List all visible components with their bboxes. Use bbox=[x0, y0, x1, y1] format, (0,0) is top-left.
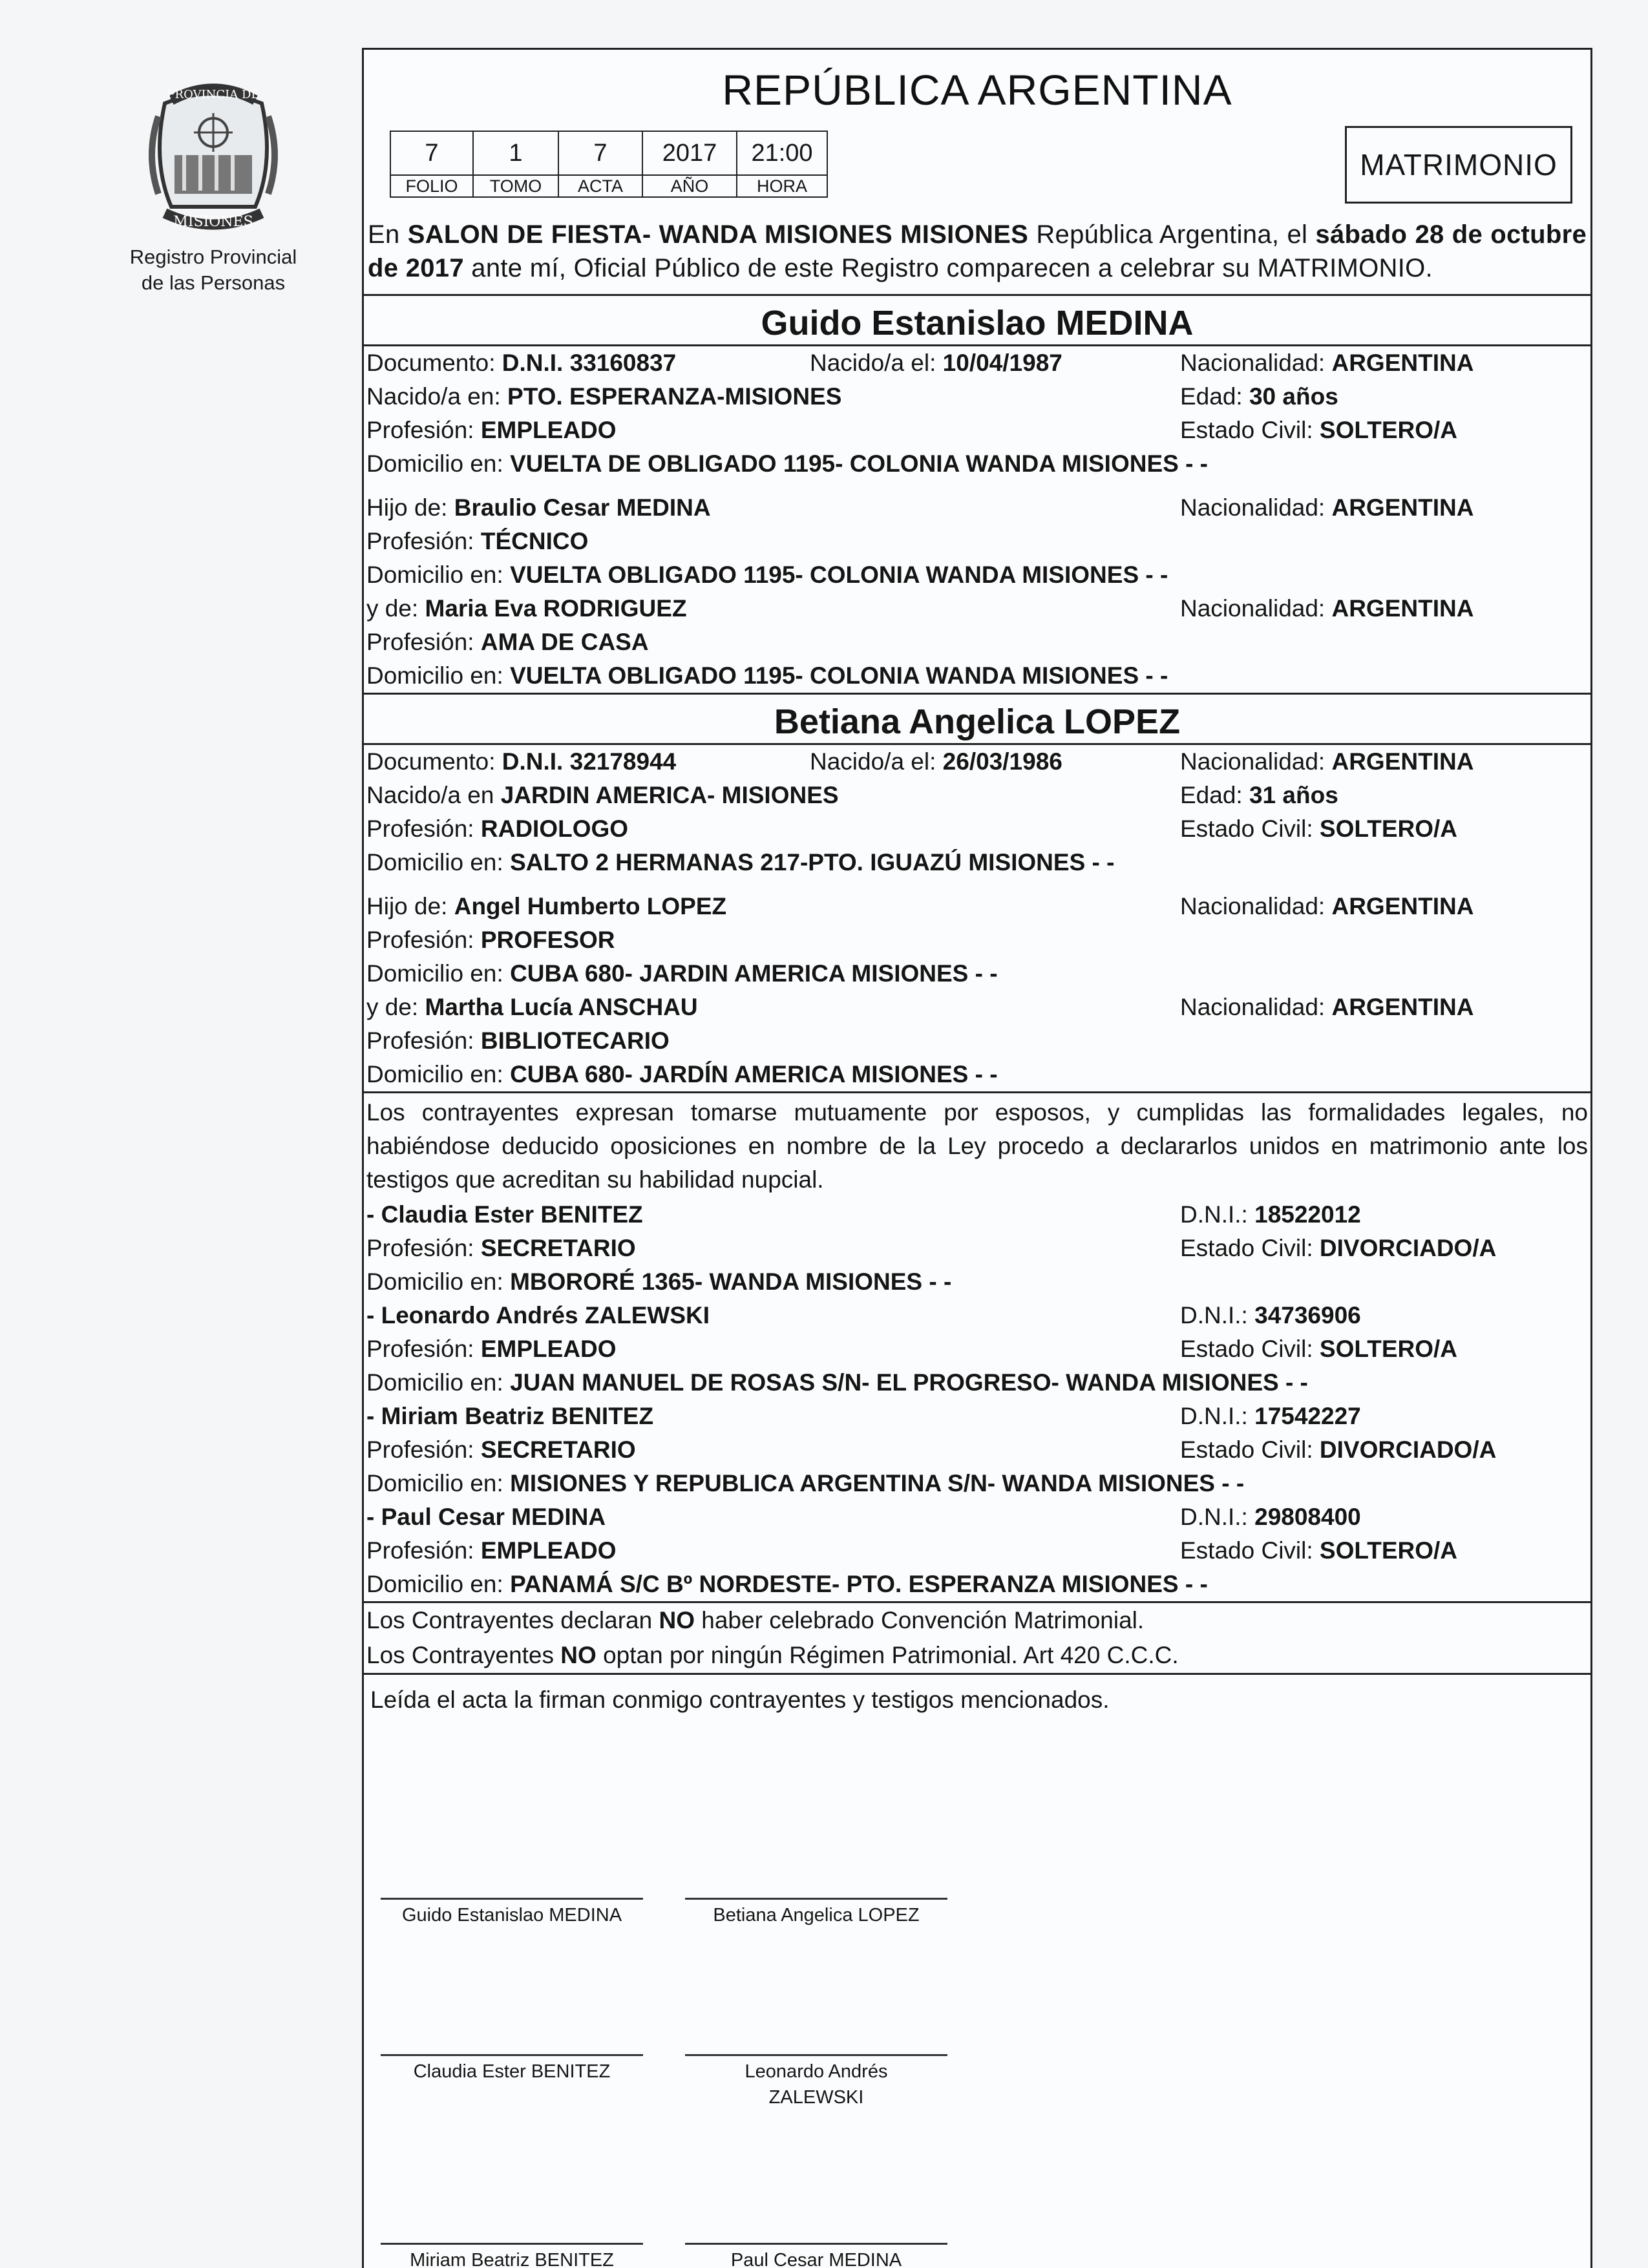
folio-label: FOLIO bbox=[390, 175, 473, 197]
witness-1: - Claudia Ester BENITEZ D.N.I.: 18522012 Profesión: SECRETARIO Estado Civil: DIVORCIADO/A Domicilio en: MBORORÉ 1365- WANDA MISIONES - - bbox=[366, 1201, 1497, 1295]
patrimonial-line: Los Contrayentes NO optan por ningún Régimen Patrimonial. Art 420 C.C.C. bbox=[366, 1642, 1179, 1668]
groom-mother: Maria Eva RODRIGUEZ bbox=[425, 595, 687, 622]
anio-label: AÑO bbox=[642, 175, 737, 197]
bride-father: Angel Humberto LOPEZ bbox=[454, 893, 727, 919]
regime-section bbox=[364, 1601, 1590, 1673]
convention-line: Los Contrayentes declaran NO haber celebrado Convención Matrimonial. bbox=[366, 1607, 1145, 1633]
groom-father: Braulio Cesar MEDINA bbox=[454, 494, 711, 521]
witness-4: - Paul Cesar MEDINA D.N.I.: 29808400 Profesión: EMPLEADO Estado Civil: SOLTERO/A Domicilio en: PANAMÁ S/C Bº NORDESTE- PTO. ESPERANZA MISIONES - - bbox=[366, 1504, 1458, 1597]
signature-bride: Betiana Angelica LOPEZ bbox=[685, 1898, 947, 1928]
bride-birthdate: 26/03/1986 bbox=[942, 748, 1062, 775]
closing-section bbox=[364, 1673, 1590, 1716]
folio-value: 7 bbox=[390, 131, 473, 175]
registry-table bbox=[390, 131, 828, 198]
certificate-header bbox=[364, 50, 1590, 218]
tomo-value: 1 bbox=[473, 131, 558, 175]
signature-groom: Guido Estanislao MEDINA bbox=[381, 1898, 643, 1928]
bride-name: Betiana Angelica LOPEZ bbox=[364, 695, 1590, 745]
acta-value: 7 bbox=[558, 131, 642, 175]
groom-name: Guido Estanislao MEDINA bbox=[364, 296, 1590, 346]
intro-paragraph: En SALON DE FIESTA- WANDA MISIONES MISIONES República Argentina, el sábado 28 de octubre de 2017 ante mí, Oficial Público de este Registro comparecen a celebrar su MATRIMONIO. bbox=[368, 220, 1587, 282]
groom-birthdate: 10/04/1987 bbox=[942, 350, 1062, 376]
seal-text-bottom: MISIONES bbox=[173, 214, 253, 230]
registry-logo bbox=[129, 78, 297, 296]
witness-2: - Leonardo Andrés ZALEWSKI D.N.I.: 34736906 Profesión: EMPLEADO Estado Civil: SOLTERO/A Domicilio en: JUAN MANUEL DE ROSAS S/N- EL PROGRESO- WANDA MISIONES - - bbox=[366, 1302, 1458, 1396]
country-title: REPÚBLICA ARGENTINA bbox=[722, 66, 1232, 114]
hora-value: 21:00 bbox=[737, 131, 827, 175]
groom-dni: D.N.I. 33160837 bbox=[502, 350, 677, 376]
acta-label: ACTA bbox=[558, 175, 642, 197]
witness-3: - Miriam Beatriz BENITEZ D.N.I.: 17542227 Profesión: SECRETARIO Estado Civil: DIVORCIADO/A Domicilio en: MISIONES Y REPUBLICA ARGENTINA S/N- WANDA MISIONES - - bbox=[366, 1403, 1497, 1496]
hora-label: HORA bbox=[737, 175, 827, 197]
anio-value: 2017 bbox=[642, 131, 737, 175]
signature-witness-1: Claudia Ester BENITEZ bbox=[381, 2054, 643, 2084]
groom-section: Guido Estanislao MEDINA Documento: D.N.I. 33160837 Nacido/a el: 10/04/1987 Nacionalidad: ARGENTINA Nacido/a en: PTO. ESPERANZA-MISIONES Edad: 30 años Profesión: EMPLEADO Estado Civil: SOLTERO/A Domicilio en: VUELTA DE OBLIGADO 1195- COLONIA WANDA MISIONES - - Hijo de: Braulio Cesar MEDINA Nacionalidad: ARGENTINA Profesión: TÉCNICO Domicilio en: VUELTA OBLIGADO 1195- COLONIA WANDA MISIONES - - y de: Maria Eva RODRIGUEZ Nacionalidad: ARGENTINA Profesión: AMA DE CASA Domicilio en: VUELTA OBLIGADO 1195- COLONIA WANDA MISIONES - - bbox=[364, 294, 1590, 693]
signature-witness-3: Miriam Beatriz BENITEZ bbox=[381, 2243, 643, 2268]
registry-caption: Registro Provincial de las Personas bbox=[129, 246, 297, 294]
signature-witness-2: Leonardo Andrés ZALEWSKI bbox=[685, 2054, 947, 2110]
witnesses-section bbox=[364, 1091, 1590, 1601]
tomo-label: TOMO bbox=[473, 175, 558, 197]
declaration-text: Los contrayentes expresan tomarse mutuamente por esposos, y cumplidas las formalidades legales, no habiéndose deducido oposiciones en nombre de la Ley procedo a declararlos unidos en matrimonio ante los testigos que acreditan su habilidad nupcial. bbox=[366, 1099, 1588, 1193]
closing-text: Leída el acta la firman conmigo contrayentes y testigos mencionados. bbox=[370, 1686, 1110, 1713]
ceremony-place: SALON DE FIESTA- WANDA MISIONES MISIONES bbox=[407, 220, 1029, 249]
marriage-certificate bbox=[362, 48, 1592, 2268]
bride-section: Betiana Angelica LOPEZ Documento: D.N.I. 32178944 Nacido/a el: 26/03/1986 Nacionalidad: ARGENTINA Nacido/a en JARDIN AMERICA- MISIONES Edad: 31 años Profesión: RADIOLOGO Estado Civil: SOLTERO/A Domicilio en: SALTO 2 HERMANAS 217-PTO. IGUAZÚ MISIONES - - Hijo de: Angel Humberto LOPEZ Nacionalidad: ARGENTINA Profesión: PROFESOR Domicilio en: CUBA 680- JARDIN AMERICA MISIONES - - y de: Martha Lucía ANSCHAU Nacionalidad: ARGENTINA Profesión: BIBLIOTECARIO Domicilio en: CUBA 680- JARDÍN AMERICA MISIONES - - bbox=[364, 693, 1590, 1091]
signature-witness-4: Paul Cesar MEDINA bbox=[685, 2243, 947, 2268]
ceremony-date: sábado 28 de octubre de 2017 bbox=[368, 220, 1587, 282]
bride-mother: Martha Lucía ANSCHAU bbox=[425, 994, 698, 1020]
provincial-seal-icon bbox=[139, 78, 288, 239]
certificate-type: MATRIMONIO bbox=[1345, 126, 1572, 204]
seal-text-top: PROVINCIA DE bbox=[167, 88, 260, 101]
bride-dni: D.N.I. 32178944 bbox=[502, 748, 677, 775]
